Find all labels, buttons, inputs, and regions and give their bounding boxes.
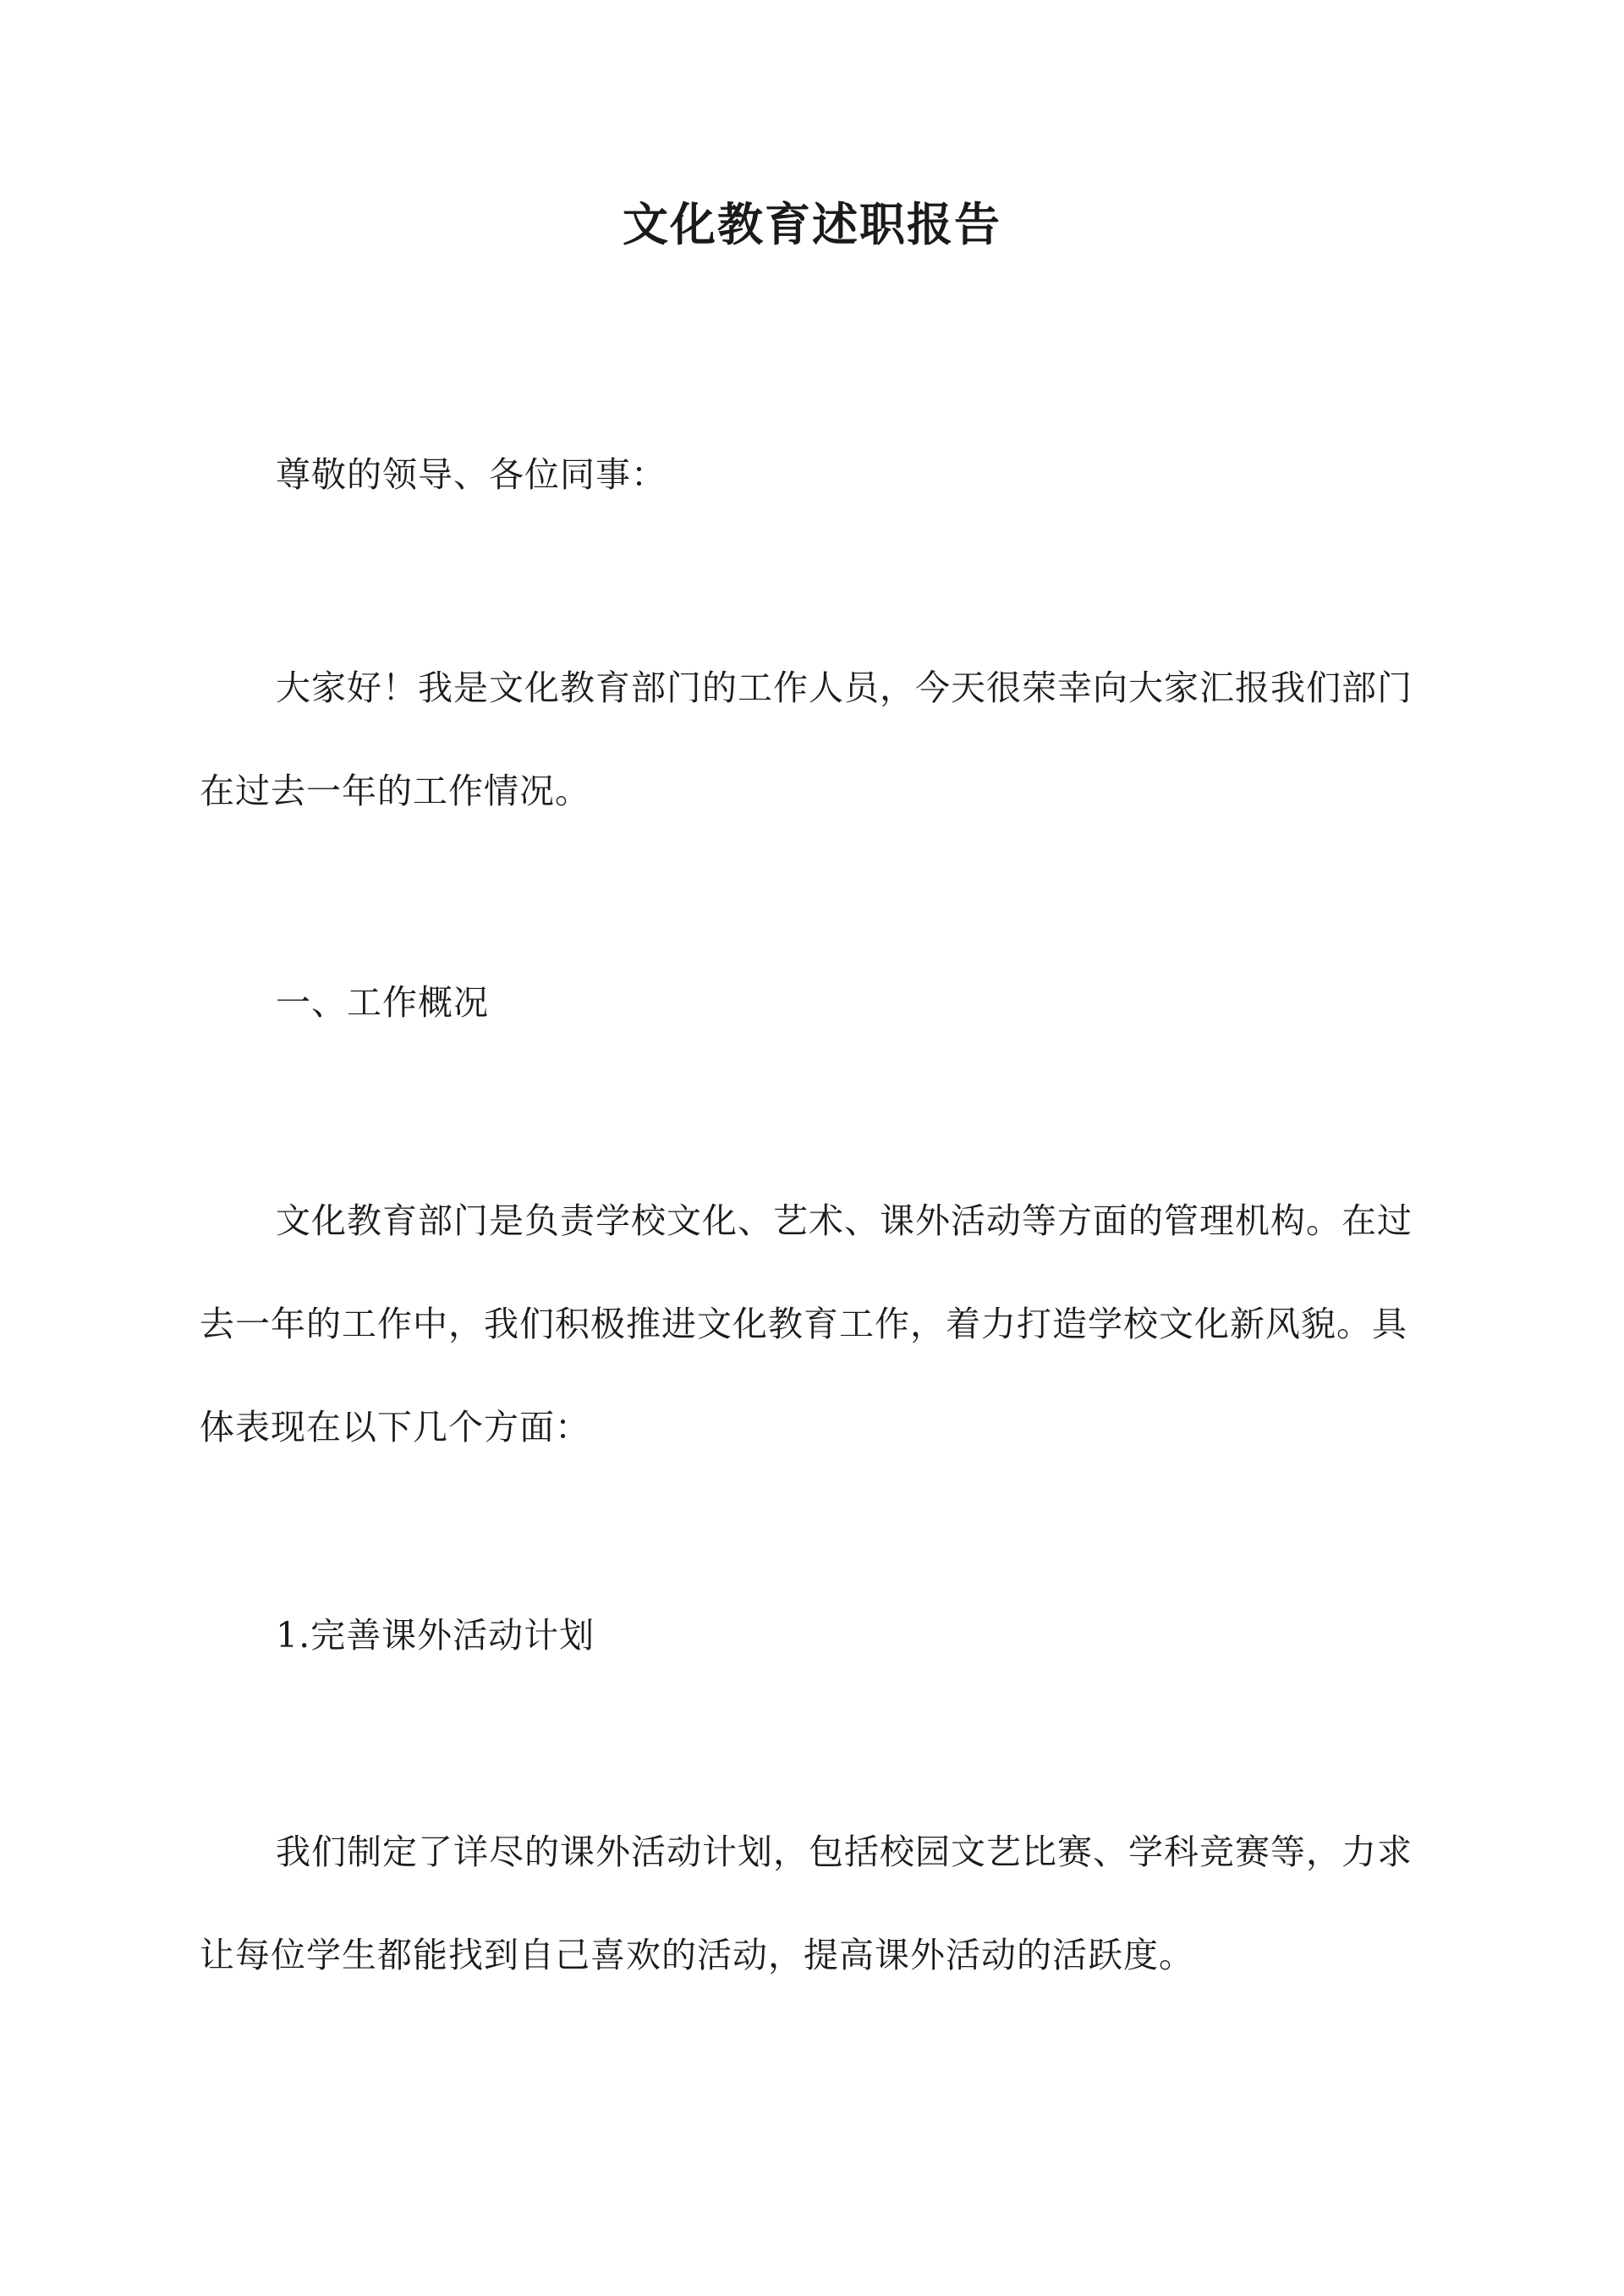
overview-paragraph: 文化教育部门是负责学校文化、艺术、课外活动等方面的管理机构。在过去一年的工作中，我们积极推进文化教育工作，着力打造学校文化新风貌。具体表现在以下几个方面： bbox=[200, 1200, 1413, 1447]
intro-paragraph: 大家好！我是文化教育部门的工作人员，今天很荣幸向大家汇报我们部门在过去一年的工作情况。 bbox=[200, 667, 1413, 811]
greeting-paragraph: 尊敬的领导、各位同事： bbox=[276, 454, 667, 495]
document-title: 文化教育述职报告 bbox=[623, 197, 1001, 251]
activity-plan-paragraph: 我们制定了详尽的课外活动计划，包括校园文艺比赛、学科竞赛等，力求让每位学生都能找到自己喜欢的活动，提高课外活动的活跃度。 bbox=[200, 1832, 1413, 1975]
subsection-heading-activity-plan: 1.完善课外活动计划 bbox=[276, 1615, 595, 1656]
section-heading-work-overview: 一、工作概况 bbox=[276, 982, 489, 1023]
